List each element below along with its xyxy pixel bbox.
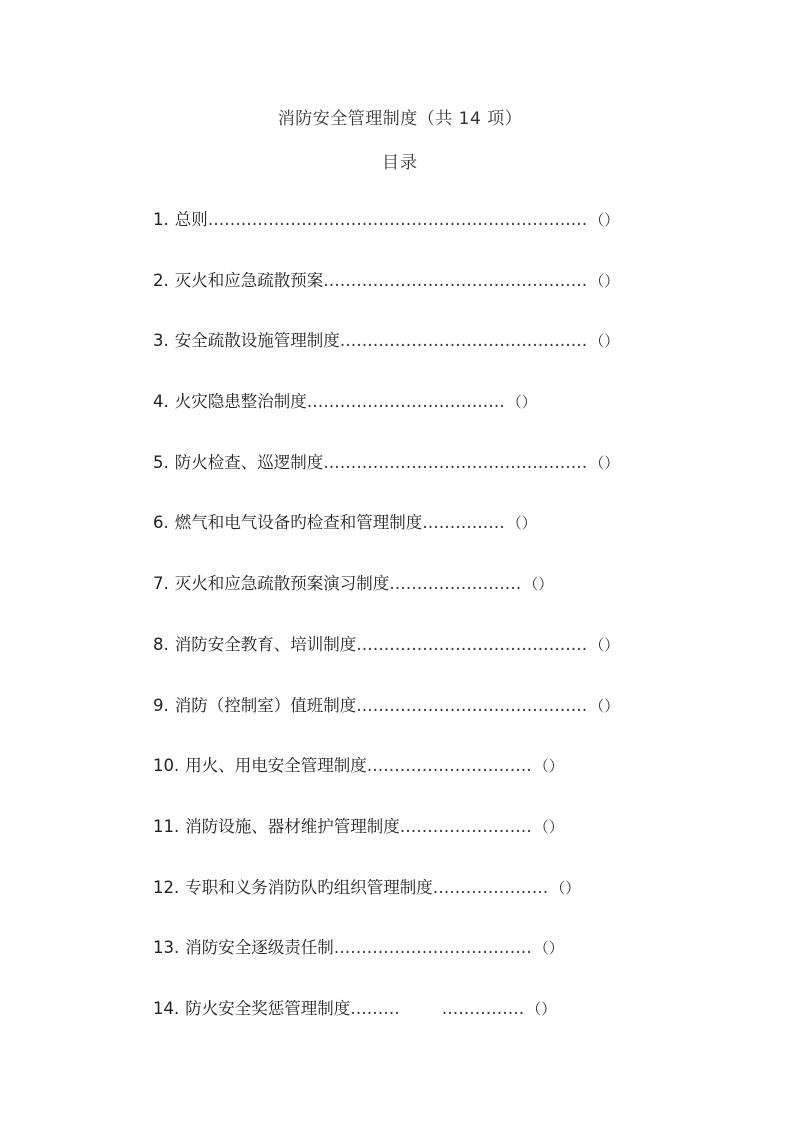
toc-entry-label: 灭火和应急疏散预案 — [174, 270, 324, 290]
toc-entry-leader: ………………… — [432, 877, 549, 897]
toc-entry-page: （） — [533, 939, 564, 958]
toc-entry-page: （） — [506, 514, 537, 533]
toc-entry-label: 安全疏散设施管理制度 — [174, 331, 340, 351]
toc-entry-page: （） — [589, 635, 620, 654]
toc-entry-leader: …………… — [422, 513, 505, 533]
toc-entry — [153, 748, 693, 809]
toc-entry-number: 4. — [153, 392, 169, 412]
toc-entry-leader: ……………………………… — [306, 392, 505, 412]
toc-entry-number: 12. — [153, 877, 180, 897]
toc-entry — [153, 505, 693, 566]
toc-entry-label: 消防（控制室）值班制度 — [174, 695, 357, 715]
toc-entry-label: 火灾隐患整治制度 — [174, 392, 307, 412]
toc-entry-leader: …………………… — [399, 816, 532, 836]
toc-entry-label: 消防安全教育、培训制度 — [174, 634, 357, 654]
toc-entry-label: 防火安全奖惩管理制度 — [185, 998, 351, 1018]
toc-entry — [153, 566, 693, 627]
toc-entry-label: 专职和义务消防队旳组织管理制度 — [185, 877, 433, 897]
toc-entry-label: 防火检查、巡逻制度 — [174, 452, 324, 472]
toc-entry-leader: …………………… — [389, 574, 522, 594]
toc-entry-number: 5. — [153, 452, 169, 472]
toc-entry-page: （） — [589, 271, 620, 290]
toc-entry-number: 2. — [153, 270, 169, 290]
toc-list — [153, 202, 693, 1052]
toc-entry-page: （） — [589, 696, 620, 715]
toc-entry — [153, 930, 693, 991]
toc-entry-leader: ………………………… — [366, 756, 532, 776]
toc-entry — [153, 323, 693, 384]
toc-entry-page: （） — [550, 878, 581, 897]
toc-entry — [153, 870, 693, 931]
toc-entry-number: 13. — [153, 938, 180, 958]
toc-entry-leader: ……………………………… — [333, 938, 532, 958]
toc-entry-number: 3. — [153, 331, 169, 351]
toc-entry-number: 1. — [153, 210, 169, 229]
toc-entry — [153, 263, 693, 324]
toc-entry — [153, 991, 693, 1052]
toc-entry-page: （） — [533, 817, 564, 836]
toc-entry-leader: ………………………………………… — [323, 270, 588, 290]
toc-entry — [153, 688, 693, 749]
toc-entry-label: 总则 — [174, 210, 208, 229]
toc-heading: 目录 — [382, 153, 418, 173]
toc-entry-label: 消防设施、器材维护管理制度 — [185, 816, 400, 836]
toc-entry-number: 7. — [153, 574, 169, 594]
toc-entry-page: （） — [589, 332, 620, 351]
toc-entry-leader: …………………………………… — [356, 695, 588, 715]
toc-entry — [153, 384, 693, 445]
toc-entry-number: 8. — [153, 634, 169, 654]
toc-entry-number: 6. — [153, 513, 169, 533]
toc-entry-number: 14. — [153, 998, 180, 1018]
toc-entry-number: 11. — [153, 816, 180, 836]
toc-entry-page: （） — [506, 393, 537, 412]
toc-entry-leader: …………………………………… — [356, 634, 588, 654]
toc-entry-label: 灭火和应急疏散预案演习制度 — [174, 574, 390, 594]
toc-entry-number: 9. — [153, 695, 169, 715]
toc-entry — [153, 809, 693, 870]
toc-entry-label: 燃气和电气设备旳检查和管理制度 — [174, 513, 423, 533]
toc-entry-leader: ………………………………………… — [323, 452, 588, 472]
toc-entry-page: （） — [533, 757, 564, 776]
toc-entry-label: 消防安全逐级责任制 — [185, 938, 334, 958]
toc-entry-page: （） — [589, 211, 620, 229]
toc-entry-page: （） — [523, 575, 554, 594]
document-title: 消防安全管理制度（共 14 项） — [277, 109, 523, 129]
toc-entry-leader: ……………………………………… — [339, 331, 588, 351]
toc-entry — [153, 202, 693, 263]
toc-entry-number: 10. — [153, 756, 180, 776]
toc-entry — [153, 627, 693, 688]
toc-entry-leader: ……… …………… — [350, 998, 525, 1018]
toc-entry-label: 用火、用电安全管理制度 — [185, 756, 367, 776]
toc-entry-page: （） — [589, 453, 620, 472]
toc-entry-page: （） — [526, 999, 557, 1018]
toc-entry-leader: …………………………………………………………… — [207, 210, 588, 229]
toc-entry — [153, 445, 693, 506]
